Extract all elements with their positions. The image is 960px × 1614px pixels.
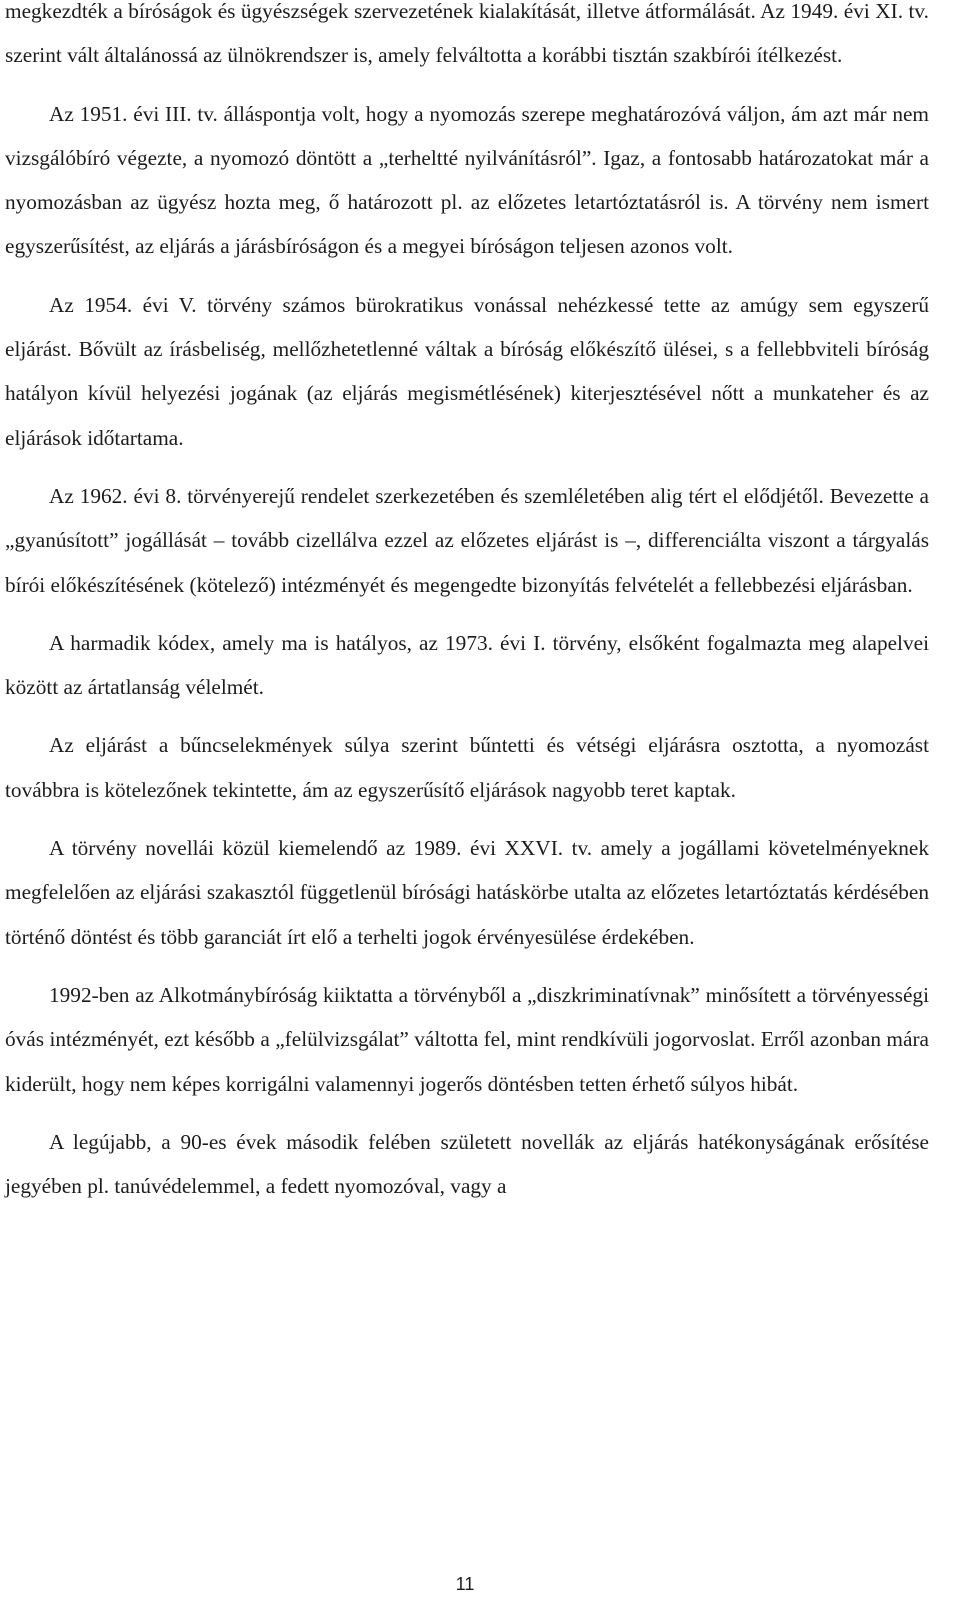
paragraph-4: Az 1962. évi 8. törvényerejű rendelet szerkezetében és szemléletében alig tért el elődjétől. Bevezette a „gyanúsított” jogállását – tovább cizellálva ezzel az előzetes eljárást is –, differenciálta viszont a tárgyalás bírói előkészítésének (kötelező) intézményét és megengedte bizonyítás felvételét a fellebbezési eljárásban.	[5, 483, 929, 597]
paragraph-7: A törvény novellái közül kiemelendő az 1989. évi XXVI. tv. amely a jogállami követelményeknek megfelelően az eljárási szakasztól függetlenül bírósági hatáskörbe utalta az előzetes letartóztatás kérdésében történő döntést és több garanciát írt elő a terhelti jogok érvényesülése érdekében.	[5, 836, 929, 949]
paragraph-8: 1992-ben az Alkotmánybíróság kiiktatta a törvényből a „diszkriminatívnak” minősített a törvényességi óvás intézményét, ezt később a „felülvizsgálat” váltotta fel, mint rendkívüli jogorvoslat. Erről azonban mára kiderült, hogy nem képes korrigálni valamennyi jogerős döntésben tetten érhető súlyos hibát.	[5, 982, 929, 1096]
paragraph-1: megkezdték a bíróságok és ügyészségek szervezetének kialakítását, illetve átformálását. Az 1949. évi XI. tv. szerint vált általánossá az ülnökrendszer is, amely felváltotta a korábbi tisztán szakbírói ítélkezést.	[5, 0, 929, 68]
paragraph-9: A legújabb, a 90-es évek második felében született novellák az eljárás hatékonyságának erősítése jegyében pl. tanúvédelemmel, a fedett nyomozóval, vagy a	[5, 1129, 929, 1199]
paragraph-2: Az 1951. évi III. tv. álláspontja volt, hogy a nyomozás szerepe meghatározóvá váljon, ám azt már nem vizsgálóbíró végezte, a nyomozó döntött a „terheltté nyilvánításról”. Igaz, a fontosabb határozatokat már a nyomozásban az ügyész hozta meg, ő határozott pl. az előzetes letartóztatásról is. A törvény nem ismert egyszerűsítést, az eljárás a járásbíróságon és a megyei bíróságon teljesen azonos volt.	[5, 101, 929, 259]
paragraph-3: Az 1954. évi V. törvény számos bürokratikus vonással nehézkessé tette az amúgy sem egyszerű eljárást. Bővült az írásbeliség, mellőzhetetlenné váltak a bíróság előkészítő ülései, s a fellebbviteli bíróság hatályon kívül helyezési jogának (az eljárás megismétlésének) kiterjesztésével nőtt a munkateher és az eljárások időtartama.	[5, 292, 929, 450]
document-page	[5, 0, 929, 1614]
paragraph-5: A harmadik kódex, amely ma is hatályos, az 1973. évi I. törvény, elsőként fogalmazta meg alapelvei között az ártatlanság vélelmét.	[5, 630, 929, 700]
paragraph-6: Az eljárást a bűncselekmények súlya szerint bűntetti és vétségi eljárásra osztotta, a nyomozást továbbra is kötelezőnek tekintette, ám az egyszerűsítő eljárások nagyobb teret kaptak.	[5, 733, 929, 802]
page-number: 11	[455, 1574, 475, 1594]
